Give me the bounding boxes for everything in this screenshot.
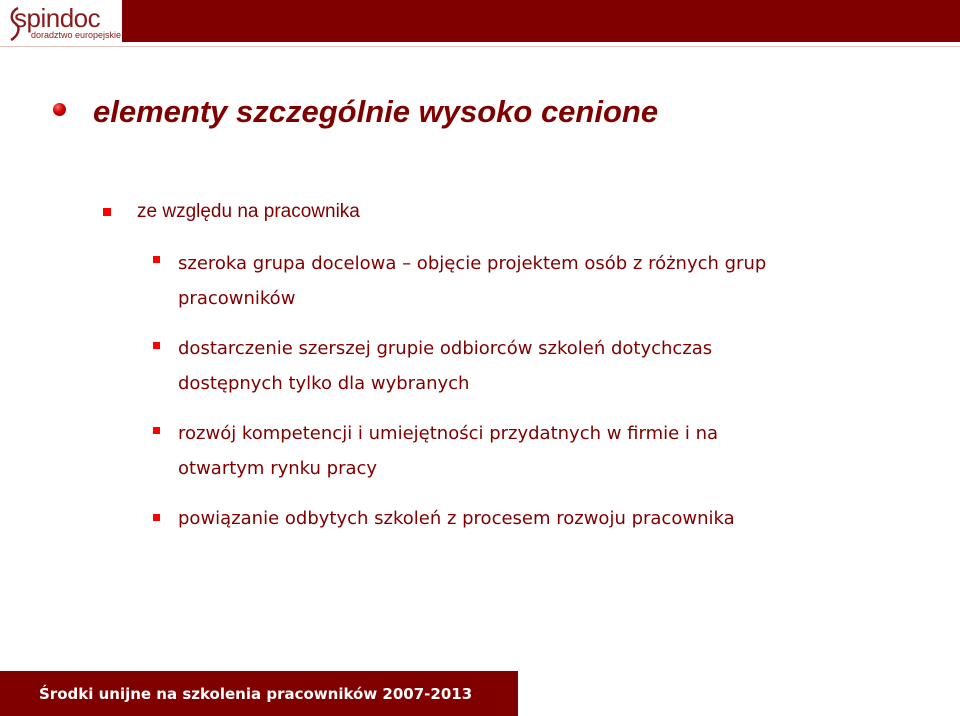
list-bullet-icon bbox=[153, 427, 160, 434]
list-item-line: dostarczenie szerszej grupie odbiorców szkoleń dotychczas bbox=[178, 338, 713, 359]
header-bar bbox=[122, 0, 960, 42]
header-divider bbox=[0, 46, 960, 47]
list-item bbox=[178, 331, 918, 401]
list-bullet-icon bbox=[153, 256, 160, 263]
title-bullet-icon bbox=[53, 103, 66, 116]
list-item bbox=[178, 416, 918, 486]
list-item-line: otwartym rynku pracy bbox=[178, 458, 378, 479]
list-item-line: rozwój kompetencji i umiejętności przydatnych w firmie i na bbox=[178, 423, 719, 444]
slide-title: elementy szczególnie wysoko cenione bbox=[93, 94, 659, 129]
logo bbox=[0, 0, 122, 46]
logo-tagline: doradztwo europejskie bbox=[31, 30, 122, 40]
list-item-line: pracowników bbox=[178, 288, 296, 309]
list-bullet-icon bbox=[153, 514, 160, 521]
list-item-line: dostępnych tylko dla wybranych bbox=[178, 373, 470, 394]
logo-name: spindoc bbox=[14, 3, 101, 33]
list-item-line: powiązanie odbytych szkoleń z procesem rozwoju pracownika bbox=[178, 508, 735, 529]
section-heading: ze względu na pracownika bbox=[137, 201, 360, 222]
list-item-line: szeroka grupa docelowa – objęcie projektem osób z różnych grup bbox=[178, 253, 767, 274]
section-bullet-icon bbox=[103, 208, 111, 216]
list-item bbox=[178, 246, 918, 316]
list-bullet-icon bbox=[153, 342, 160, 349]
footer-text: Środki unijne na szkolenia pracowników 2007-2013 bbox=[39, 685, 473, 703]
list-item bbox=[178, 501, 918, 536]
